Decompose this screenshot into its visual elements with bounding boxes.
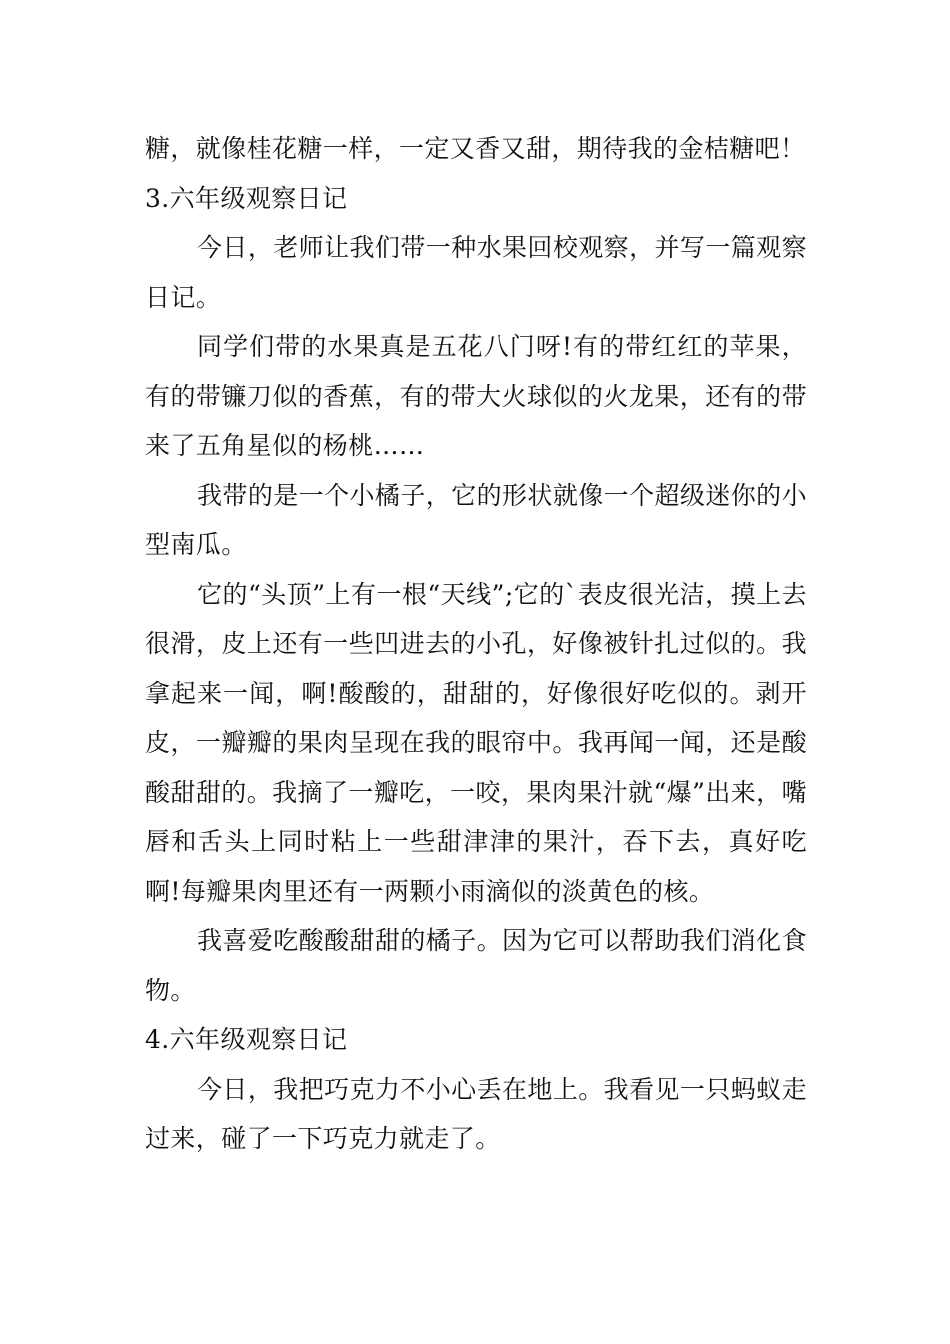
paragraph: 它的“头顶”上有一根“天线”;它的`表皮很光洁，摸上去很滑，皮上还有一些凹进去的小孔，好像被针扎过似的。我拿起来一闻，啊!酸酸的，甜甜的，好像很好吃似的。剥开皮，一瓣瓣的果肉呈现在我的眼帘中。我再闻一闻，还是酸酸甜甜的。我摘了一瓣吃，一咬，果肉果汁就“爆”出来，嘴唇和舌头上同时粘上一些甜津津的果汁，吞下去，真好吃啊!每瓣果肉里还有一两颗小雨滴似的淡黄色的核。	[145, 579, 807, 906]
paragraph-continuation: 糖，就像桂花糖一样，一定又香又甜，期待我的金桔糖吧！	[145, 134, 806, 163]
paragraph: 今日，老师让我们带一种水果回校观察，并写一篇观察日记。	[145, 233, 807, 312]
section-heading-4: 4.六年级观察日记	[145, 1025, 348, 1054]
paragraph: 我喜爱吃酸酸甜甜的橘子。因为它可以帮助我们消化食物。	[145, 926, 807, 1005]
document-body	[145, 124, 807, 1164]
paragraph: 今日，我把巧克力不小心丢在地上。我看见一只蚂蚁走过来，碰了一下巧克力就走了。	[145, 1074, 807, 1153]
paragraph: 我带的是一个小橘子，它的形状就像一个超级迷你的小型南瓜。	[145, 480, 807, 559]
section-heading-3: 3.六年级观察日记	[145, 183, 348, 213]
paragraph: 同学们带的水果真是五花八门呀!有的带红红的苹果，有的带镰刀似的香蕉，有的带大火球似的火龙果，还有的带来了五角星似的杨桃……	[145, 332, 807, 460]
